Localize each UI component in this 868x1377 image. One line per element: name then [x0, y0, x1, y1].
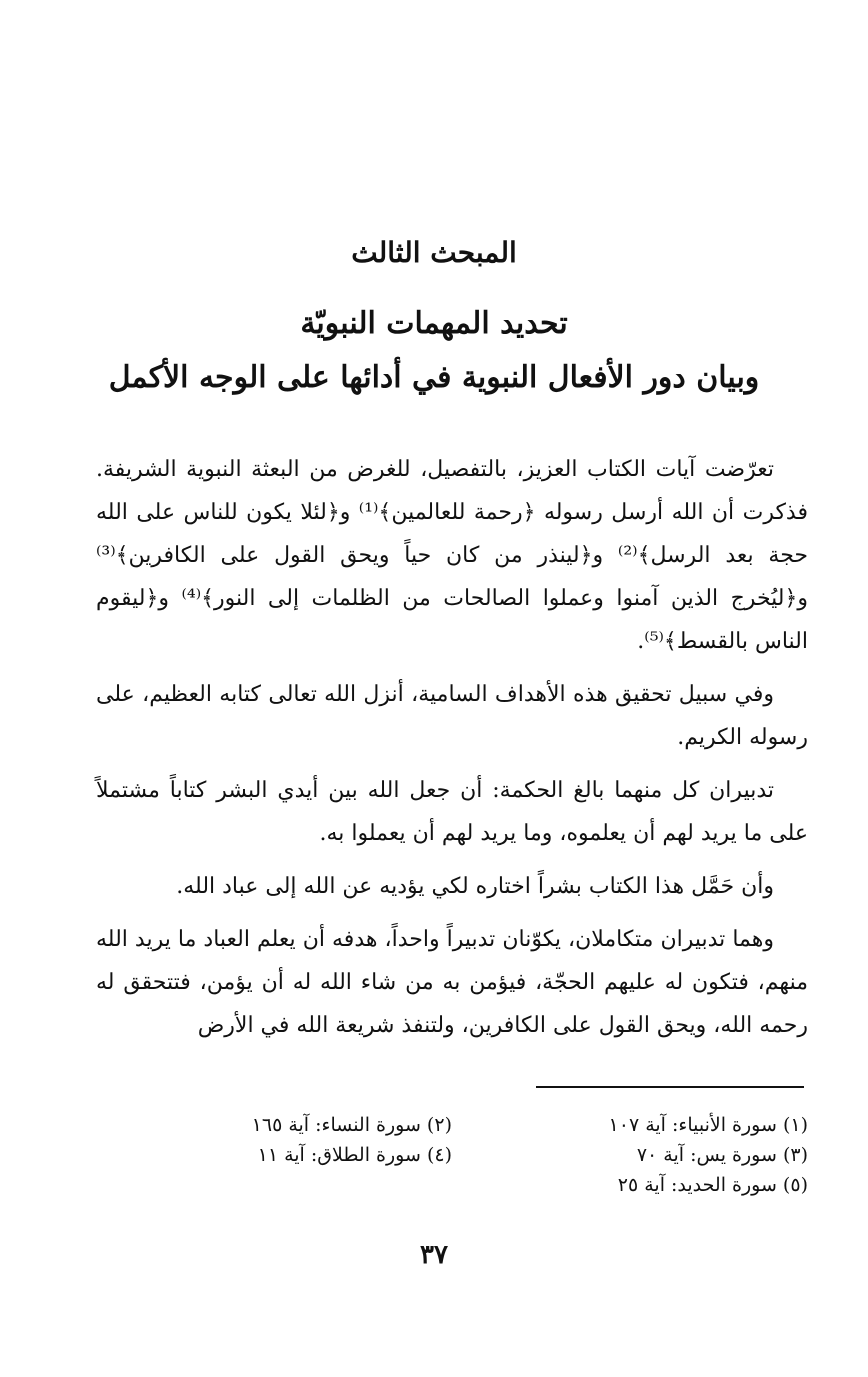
footnote-5: (٥) سورة الحديد: آية ٢٥: [617, 1174, 808, 1196]
footnote-1: (١) سورة الأنبياء: آية ١٠٧: [608, 1114, 808, 1136]
paragraph-5: وهما تدبيران متكاملان، يكوّنان تدبيراً واحداً، هدفه أن يعلم العباد ما يريد الله منهم، فتكون له عليهم الحجّة، فيؤمن به من شاء الله له أن يؤمن، فتتحقق له رحمه الله، ويحق القول على الكافرين، ولتنفذ شريعة الله في الأرض: [96, 927, 808, 1038]
footnote-row: [96, 1140, 808, 1170]
chapter-subtitle: وبيان دور الأفعال النبوية في أدائها على الوجه الأكمل: [108, 360, 760, 395]
page-number: ٣٧: [420, 1240, 448, 1270]
footnote-4: (٤) سورة الطلاق: آية ١١: [257, 1144, 452, 1166]
footnote-row: [96, 1110, 808, 1140]
body-text: [96, 448, 808, 1057]
paragraph-2: وفي سبيل تحقيق هذه الأهداف السامية، أنزل الله تعالى كتابه العظيم، على رسوله الكريم.: [96, 682, 808, 750]
chapter-title: تحديد المهمات النبويّة: [300, 306, 568, 341]
footnotes: [96, 1110, 808, 1200]
footnote-separator: [536, 1086, 804, 1088]
paragraph-4: وأن حَمَّل هذا الكتاب بشراً اختاره لكي يؤديه عن الله إلى عباد الله.: [176, 874, 774, 899]
paragraph-1: تعرّضت آيات الكتاب العزيز، بالتفصيل، للغرض من البعثة النبوية الشريفة. فذكرت أن الله أرسل رسوله ﴿رحمة للعالمين﴾⁽¹⁾ و﴿لئلا يكون للناس على الله حجة بعد الرسل﴾⁽²⁾ و﴿لينذر من كان حياً ويحق القول على الكافرين﴾⁽³⁾ و﴿ليُخرج الذين آمنوا وعملوا الصالحات من الظلمات إلى النور﴾⁽⁴⁾ و﴿ليقوم الناس بالقسط﴾⁽⁵⁾.: [96, 457, 808, 654]
section-label: المبحث الثالث: [351, 236, 517, 269]
paragraph-3: تدبيران كل منهما بالغ الحكمة: أن جعل الله بين أيدي البشر كتاباً مشتملاً على ما يريد لهم أن يعلموه، وما يريد لهم أن يعملوا به.: [96, 778, 808, 846]
footnote-3: (٣) سورة يس: آية ٧٠: [636, 1144, 808, 1166]
footnote-2: (٢) سورة النساء: آية ١٦٥: [251, 1114, 452, 1136]
footnote-row: [96, 1170, 808, 1200]
